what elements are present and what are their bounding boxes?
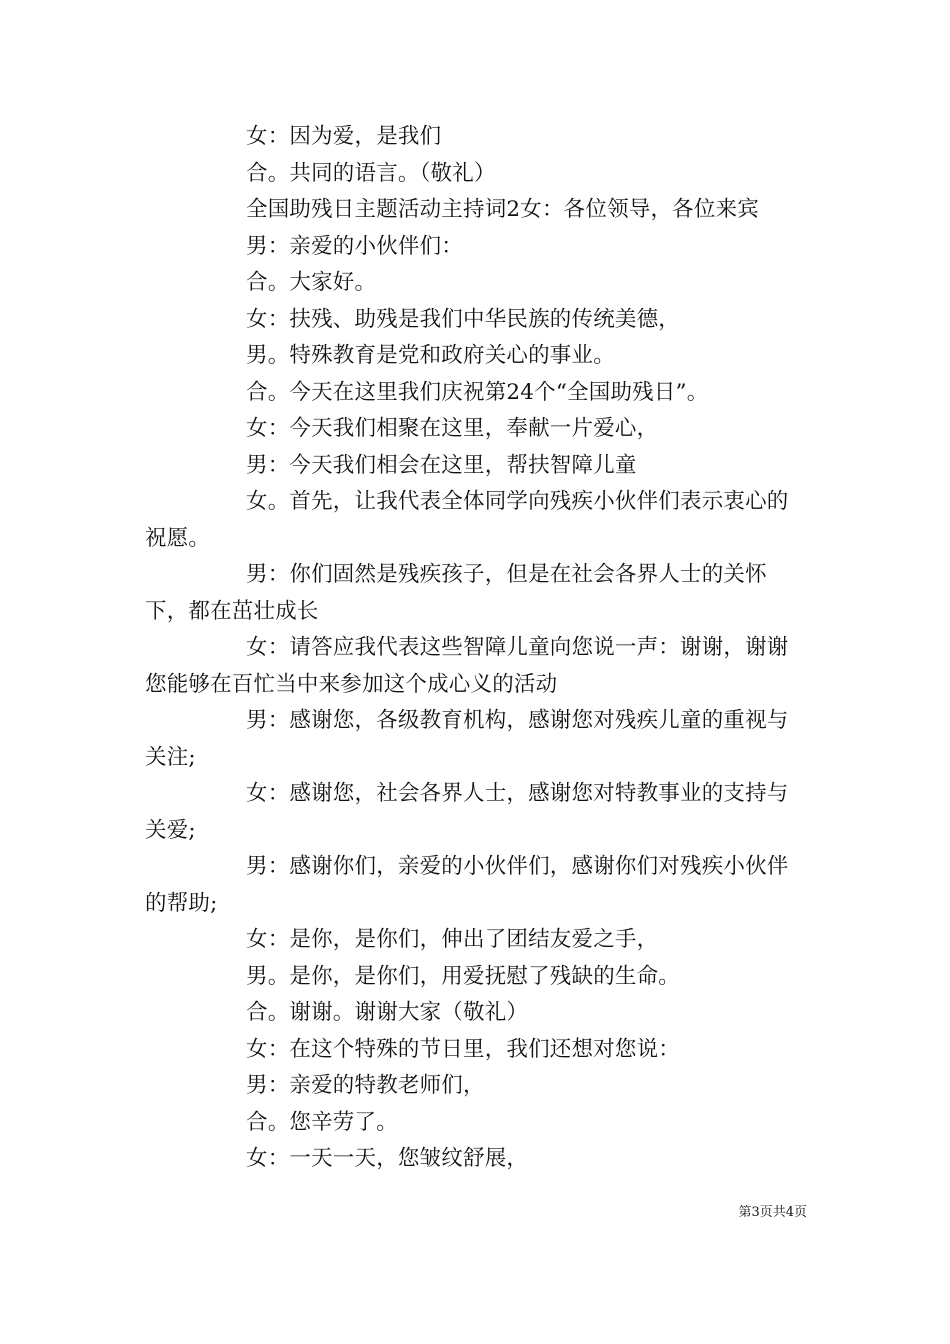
paragraph: 合。您辛劳了。 bbox=[246, 1109, 398, 1135]
paragraph: 男：感谢你们，亲爱的小伙伴们，感谢你们对残疾小伙伴的帮助; bbox=[145, 854, 789, 916]
paragraph: 男：你们固然是残疾孩子，但是在社会各界人士的关怀下，都在茁壮成长 bbox=[145, 562, 767, 624]
paragraph: 女：扶残、助残是我们中华民族的传统美德， bbox=[246, 306, 681, 332]
paragraph: 男：亲爱的小伙伴们： bbox=[246, 233, 464, 259]
paragraph: 合。共同的语言。（敬礼） bbox=[246, 160, 496, 186]
paragraph: 男。是你，是你们，用爱抚慰了残缺的生命。 bbox=[246, 963, 681, 989]
paragraph: 女：一天一天，您皱纹舒展， bbox=[246, 1146, 529, 1171]
document-body bbox=[145, 119, 807, 1178]
paragraph: 女：今天我们相聚在这里，奉献一片爱心， bbox=[246, 416, 659, 441]
paragraph: 全国助残日主题活动主持词2女：各位领导，各位来宾 bbox=[246, 197, 759, 222]
paragraph: 男：今天我们相会在这里，帮扶智障儿童 bbox=[246, 452, 637, 478]
paragraph: 女：感谢您，社会各界人士，感谢您对特教事业的支持与关爱; bbox=[145, 781, 789, 843]
paragraph: 女：请答应我代表这些智障儿童向您说一声：谢谢，谢谢您能够在百忙当中来参加这个成心义的活动 bbox=[145, 635, 789, 697]
page-number-footer: 第3页共4页 bbox=[738, 1205, 807, 1220]
paragraph: 合。大家好。 bbox=[246, 270, 377, 295]
paragraph: 男。特殊教育是党和政府关心的事业。 bbox=[246, 343, 615, 368]
paragraph: 女。首先，让我代表全体同学向残疾小伙伴们表示衷心的祝愿。 bbox=[145, 489, 789, 551]
paragraph: 合。谢谢。谢谢大家（敬礼） bbox=[246, 1000, 529, 1025]
paragraph: 女：因为爱，是我们 bbox=[246, 124, 442, 149]
paragraph: 男：感谢您，各级教育机构，感谢您对残疾儿童的重视与关注; bbox=[145, 708, 789, 770]
paragraph: 合。今天在这里我们庆祝第24个“全国助残日”。 bbox=[246, 379, 709, 405]
paragraph: 男：亲爱的特教老师们， bbox=[246, 1073, 485, 1098]
paragraph: 女：是你，是你们，伸出了团结友爱之手， bbox=[246, 927, 659, 952]
paragraph: 女：在这个特殊的节日里，我们还想对您说： bbox=[246, 1036, 681, 1062]
